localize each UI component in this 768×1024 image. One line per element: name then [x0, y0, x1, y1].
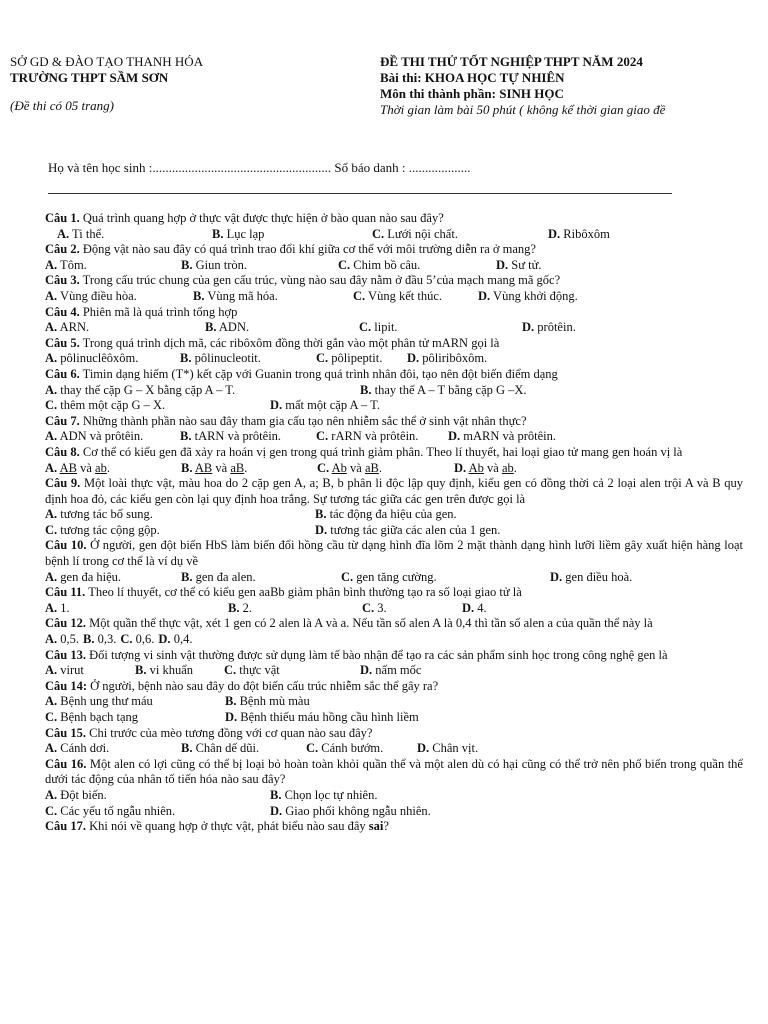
question-text: Ở người, bệnh nào sau đây do đột biến cấu trúc nhiễm sắc thể gây ra?	[87, 678, 439, 693]
answer-options	[45, 694, 743, 710]
question-text: Theo lí thuyết, cơ thể có kiểu gen aaBb giảm phân bình thường tạo ra số loại giao tử là	[85, 585, 522, 600]
question-list	[45, 211, 743, 835]
question-stem	[45, 336, 743, 352]
question-number: Câu 14:	[45, 678, 88, 693]
answer-option[interactable]	[454, 461, 604, 477]
option-text: Lưới nội chất.	[384, 226, 458, 241]
answer-option[interactable]	[228, 601, 362, 617]
option-letter: D.	[478, 288, 491, 303]
answer-option[interactable]	[45, 601, 228, 617]
question-stem	[45, 305, 743, 321]
option-letter: C.	[120, 632, 133, 647]
option-text: gen đa alen.	[192, 569, 256, 584]
answer-option[interactable]	[57, 227, 212, 243]
header-left	[10, 54, 340, 114]
answer-option[interactable]	[225, 694, 525, 710]
question-stem	[45, 242, 743, 258]
option-text: Vùng khởi động.	[490, 288, 578, 303]
answer-option[interactable]	[353, 289, 478, 305]
option-text: tARN và prôtêin.	[191, 429, 282, 444]
answer-option[interactable]	[180, 351, 316, 367]
answer-option[interactable]	[315, 523, 615, 539]
answer-option[interactable]	[270, 398, 570, 414]
option-text: mất một cặp A – T.	[282, 398, 380, 413]
answer-option[interactable]	[205, 320, 359, 336]
option-letter: D.	[522, 320, 535, 335]
option-text: Chim bồ câu.	[350, 257, 421, 272]
option-text: Lục lạp	[223, 226, 265, 241]
option-text: Bệnh ung thư máu	[57, 694, 153, 709]
option-letter: B.	[360, 382, 372, 397]
question-stem	[45, 445, 743, 461]
option-text: Vùng kết thúc.	[365, 288, 442, 303]
exam-subject-group: Bài thi: KHOA HỌC TỰ NHIÊN	[380, 70, 565, 85]
question-number: Câu 4.	[45, 304, 80, 319]
option-text: ARN.	[57, 320, 90, 335]
answer-option[interactable]	[45, 461, 181, 477]
student-info-line: Họ và tên học sinh :....................................................... Số báo danh : ...................	[48, 160, 471, 175]
answer-options	[45, 429, 743, 445]
question-tail: ?	[383, 819, 389, 834]
exam-title: ĐỀ THI THỬ TỐT NGHIỆP THPT NĂM 2024	[380, 54, 643, 69]
option-letter: C.	[316, 351, 329, 366]
option-letter: C.	[45, 803, 58, 818]
answer-options	[45, 788, 743, 804]
answer-option[interactable]	[181, 741, 306, 757]
option-text: pôliribôxôm.	[419, 351, 488, 366]
gamete-genotype: ab	[95, 460, 107, 475]
answer-options	[45, 398, 743, 414]
option-letter: C.	[362, 600, 375, 615]
question-text: Timin dạng hiếm (T*) kết cặp với Guanin trong quá trình nhân đôi, tạo nên đột biến điểm dạng	[79, 366, 558, 381]
option-letter: B.	[193, 288, 205, 303]
option-text: 0,6.	[132, 632, 155, 647]
option-letter: D.	[315, 522, 328, 537]
answer-option[interactable]	[120, 632, 154, 648]
option-text: tương tác cộng gộp.	[57, 522, 160, 537]
option-letter: D.	[360, 663, 373, 678]
question-stem	[45, 476, 743, 507]
question-number: Câu 8.	[45, 444, 80, 459]
gamete-genotype: aB	[230, 460, 245, 475]
question-stem	[45, 616, 743, 632]
question-stem	[45, 679, 743, 695]
question-number: Câu 17.	[45, 819, 86, 834]
answer-option[interactable]	[462, 601, 562, 617]
answer-option[interactable]	[135, 663, 224, 679]
answer-option[interactable]	[45, 507, 315, 523]
option-letter: B.	[181, 569, 193, 584]
answer-option[interactable]	[45, 289, 193, 305]
question-text: Cơ thể có kiểu gen đã xảy ra hoán vị gen trong quá trình giảm phân. Theo lí thuyết, hai loại giao tử mang gen hoán vị là	[79, 444, 683, 459]
question-stem	[45, 273, 743, 289]
option-text: prôtêin.	[534, 320, 576, 335]
question-number: Câu 16.	[45, 756, 87, 771]
option-text: Cánh bướm.	[318, 741, 384, 756]
option-text: Chọn lọc tự nhiên.	[281, 787, 378, 802]
question-number: Câu 9.	[45, 476, 81, 491]
question-text: Những thành phần nào sau đây tham gia cấu tạo nên nhiễm sắc thể ở sinh vật nhân thực?	[79, 413, 527, 428]
option-letter: D.	[417, 741, 430, 756]
option-text: Giun tròn.	[192, 257, 247, 272]
answer-option[interactable]	[181, 570, 341, 586]
option-text: mARN và prôtêin.	[460, 429, 556, 444]
answer-option[interactable]	[417, 741, 567, 757]
option-text: nấm mốc	[372, 663, 422, 678]
option-text: pôlinucleotit.	[191, 351, 261, 366]
option-letter: D.	[270, 398, 283, 413]
option-text: Chân dế dũi.	[192, 741, 260, 756]
question-stem	[45, 538, 743, 569]
answer-option[interactable]	[212, 227, 372, 243]
answer-options	[45, 710, 743, 726]
answer-option[interactable]	[341, 570, 550, 586]
option-letter: D.	[270, 803, 283, 818]
answer-option[interactable]	[45, 570, 181, 586]
answer-option[interactable]	[181, 461, 317, 477]
option-text: Các yếu tố ngẫu nhiên.	[57, 803, 176, 818]
answer-option[interactable]	[45, 258, 181, 274]
answer-option[interactable]	[478, 289, 678, 305]
answer-option[interactable]	[45, 663, 135, 679]
question-stem	[45, 367, 743, 383]
option-letter: D.	[407, 351, 420, 366]
option-text: ADN và prôtêin.	[57, 429, 144, 444]
option-text: Chân vịt.	[429, 741, 479, 756]
answer-option[interactable]	[317, 461, 454, 477]
option-text: 3.	[374, 600, 387, 615]
option-letter: B.	[180, 429, 192, 444]
option-text: pôlinuclêôxôm.	[57, 351, 139, 366]
option-text: Cánh dơi.	[57, 741, 110, 756]
option-text: pôlipeptit.	[328, 351, 383, 366]
question-number: Câu 12.	[45, 616, 86, 631]
answer-option[interactable]	[496, 258, 646, 274]
option-letter: B.	[228, 600, 240, 615]
option-text: Giao phối không ngẫu nhiên.	[282, 803, 431, 818]
question-stem	[45, 819, 743, 835]
question-stem	[45, 726, 743, 742]
gamete-genotype: aB	[364, 460, 379, 475]
question-number: Câu 10.	[45, 538, 87, 553]
question-number: Câu 1.	[45, 211, 80, 225]
answer-option[interactable]	[45, 694, 225, 710]
option-letter: A.	[45, 320, 58, 335]
question-stem	[45, 585, 743, 601]
option-letter: D.	[496, 257, 509, 272]
option-text-part: .	[513, 460, 517, 475]
answer-option[interactable]	[45, 523, 315, 539]
answer-options	[45, 632, 743, 648]
question-number: Câu 3.	[45, 273, 80, 288]
option-letter: B.	[181, 460, 193, 475]
header-right	[380, 54, 765, 118]
answer-option[interactable]	[181, 258, 338, 274]
answer-option[interactable]	[316, 351, 407, 367]
option-text: Bệnh bạch tạng	[57, 710, 139, 724]
question-text: Đối tượng vi sinh vật thường được sử dụng làm tế bào nhận để tạo ra các sản phẩm sinh học trong công nghệ gen là	[85, 647, 668, 662]
option-letter: A.	[45, 694, 58, 709]
option-letter: B.	[135, 663, 147, 678]
option-text-part: và	[76, 460, 96, 475]
answer-option[interactable]	[407, 351, 557, 367]
option-letter: B.	[181, 741, 193, 756]
option-letter: B.	[315, 507, 327, 522]
option-text: thêm một cặp G – X.	[57, 398, 166, 413]
question-text: Một alen có lợi cũng có thể bị loại bỏ hoàn toàn khỏi quần thể và một alen dù có hại cũng có thể trở nên phổ biến trong quần thể dưới tác động của nhân tố tiến hóa nào sau đây?	[45, 756, 743, 787]
answer-option[interactable]	[548, 227, 728, 243]
question-text: Trong cấu trúc chung của gen cấu trúc, vùng nào sau đây nằm ở đầu 5’của mạch mang mã gốc?	[79, 273, 561, 288]
option-text: thay thế A – T bằng cặp G –X.	[371, 382, 527, 397]
option-text-part: và	[346, 460, 365, 475]
gamete-genotype: Ab	[468, 460, 484, 475]
answer-options	[45, 320, 743, 336]
option-letter: A.	[45, 569, 58, 584]
question-text: Quá trình quang hợp ở thực vật được thực hiện ở bào quan nào sau đây?	[79, 211, 444, 225]
option-letter: C.	[372, 226, 385, 241]
question-text: Ở người, gen đột biến HbS làm biến đổi hồng cầu từ dạng hình đĩa lõm 2 mặt thành dạng hình lưỡi liềm gây xuất hiện hàng loạt bệnh lí trong cơ thể là ví dụ về	[45, 538, 743, 569]
question-stem	[45, 211, 743, 227]
question-stem	[45, 757, 743, 788]
option-letter: D.	[225, 710, 238, 724]
option-text: tác động đa hiệu của gen.	[326, 507, 457, 522]
answer-option[interactable]	[359, 320, 522, 336]
option-letter: B.	[205, 320, 217, 335]
option-letter: B.	[212, 226, 224, 241]
answer-option[interactable]	[45, 710, 225, 726]
option-letter: D.	[550, 569, 563, 584]
answer-options	[45, 523, 743, 539]
option-text: Đột biến.	[57, 787, 107, 802]
question-text: Trong quá trình dịch mã, các ribôxôm đồng thời gắn vào một phân tử mARN gọi là	[79, 335, 500, 350]
answer-option[interactable]	[360, 663, 510, 679]
answer-options	[45, 351, 743, 367]
option-text: gen điều hoà.	[562, 569, 633, 584]
option-letter: C.	[317, 460, 330, 475]
page-count-note: (Đề thi có 05 trang)	[10, 98, 114, 113]
option-letter: D.	[462, 600, 475, 615]
option-letter: C.	[224, 663, 237, 678]
option-letter: A.	[45, 741, 58, 756]
option-letter: B.	[181, 257, 193, 272]
option-text-part: .	[378, 460, 382, 475]
question-text: Khi nói về quang hợp ở thực vật, phát biểu nào sau đây	[85, 819, 369, 834]
school-name: TRƯỜNG THPT SẦM SƠN	[10, 70, 169, 85]
answer-option[interactable]	[45, 741, 181, 757]
answer-option[interactable]	[45, 351, 180, 367]
option-letter: B.	[83, 632, 95, 647]
question-text: Một loài thực vật, màu hoa do 2 cặp gen A, a; B, b phân li độc lập quy định, kiểu gen có đồng thời cả 2 loại alen trội A và B quy định hoa đỏ, các kiểu gen còn lại quy định hoa trắng. Sự tương tác giữa các gen trên được gọi là	[45, 476, 743, 506]
option-letter: A.	[45, 288, 58, 303]
option-text: 2.	[239, 600, 252, 615]
option-letter: C.	[338, 257, 351, 272]
option-letter: A.	[57, 226, 70, 241]
answer-option[interactable]	[45, 398, 270, 414]
option-letter: B.	[180, 351, 192, 366]
option-text: 4.	[474, 600, 487, 615]
answer-option[interactable]	[45, 429, 180, 445]
option-text-part: .	[244, 460, 248, 475]
option-text-part: .	[106, 460, 110, 475]
gamete-genotype: AB	[59, 460, 77, 475]
exam-duration: Thời gian làm bài 50 phút ( không kể thời gian giao đề	[380, 102, 666, 117]
answer-options	[45, 289, 743, 305]
option-text: 0,3.	[94, 632, 117, 647]
option-text: gen đa hiệu.	[57, 569, 122, 584]
option-text: virut	[57, 663, 84, 678]
option-letter: A.	[45, 632, 58, 647]
answer-option[interactable]	[338, 258, 496, 274]
answer-option[interactable]	[158, 632, 192, 648]
answer-option[interactable]	[45, 788, 270, 804]
option-letter: C.	[341, 569, 354, 584]
divider-line	[48, 193, 672, 194]
option-letter: A.	[45, 600, 58, 615]
option-text: vi khuẩn	[146, 663, 193, 678]
option-text: Ti thể.	[69, 226, 105, 241]
question-number: Câu 13.	[45, 647, 86, 662]
option-text: Tôm.	[57, 257, 87, 272]
option-letter: A.	[45, 351, 58, 366]
answer-option[interactable]	[315, 507, 615, 523]
option-text: 0,5.	[57, 632, 80, 647]
option-text: Ribôxôm	[560, 226, 610, 241]
question-number: Câu 7.	[45, 413, 80, 428]
option-text: thực vật	[236, 663, 280, 678]
option-text: tương tác giữa các alen của 1 gen.	[327, 522, 501, 537]
answer-option[interactable]	[225, 710, 545, 726]
answer-option[interactable]	[45, 632, 79, 648]
answer-option[interactable]	[45, 320, 205, 336]
answer-option[interactable]	[448, 429, 598, 445]
question-number: Câu 6.	[45, 366, 80, 381]
answer-option[interactable]	[360, 383, 660, 399]
exam-subject: Môn thi thành phần: SINH HỌC	[380, 86, 564, 101]
option-text-part: và	[483, 460, 502, 475]
answer-option[interactable]	[180, 429, 316, 445]
question-text: Phiên mã là quá trình tổng hợp	[79, 304, 238, 319]
option-letter: C.	[316, 429, 329, 444]
option-letter: B.	[225, 694, 237, 709]
answer-options	[45, 461, 743, 477]
option-letter: C.	[45, 522, 58, 537]
option-letter: B.	[270, 787, 282, 802]
option-text-part: và	[212, 460, 231, 475]
option-text: 1.	[57, 600, 70, 615]
gamete-genotype: ab	[501, 460, 514, 475]
answer-option[interactable]	[270, 804, 570, 820]
question-number: Câu 5.	[45, 335, 80, 350]
option-text: tương tác bổ sung.	[57, 507, 153, 522]
option-text: gen tăng cường.	[353, 569, 437, 584]
question-text: Động vật nào sau đây có quá trình trao đổi khí giữa cơ thể với môi trường diễn ra ở mang?	[79, 242, 536, 257]
option-text: lipit.	[371, 320, 398, 335]
option-text: rARN và prôtêin.	[328, 429, 419, 444]
question-text: Chi trước của mèo tương đồng với cơ quan nào sau đây?	[85, 725, 373, 740]
answer-option[interactable]	[550, 570, 700, 586]
answer-option[interactable]	[270, 788, 570, 804]
option-letter: D.	[454, 460, 467, 475]
question-stem	[45, 648, 743, 664]
question-number: Câu 15.	[45, 725, 86, 740]
question-emphasis: sai	[368, 819, 384, 834]
answer-options	[45, 507, 743, 523]
option-letter: D.	[448, 429, 461, 444]
option-letter: A.	[45, 429, 58, 444]
option-text: 0,4.	[170, 632, 193, 647]
answer-option[interactable]	[362, 601, 462, 617]
answer-options	[45, 741, 743, 757]
answer-option[interactable]	[224, 663, 360, 679]
answer-option[interactable]	[316, 429, 448, 445]
option-text: ADN.	[216, 320, 250, 335]
option-letter: A.	[45, 382, 58, 397]
option-letter: A.	[45, 257, 58, 272]
option-letter: D.	[158, 632, 171, 647]
question-text: Một quần thể thực vật, xét 1 gen có 2 alen là A và a. Nếu tần số alen A là 0,4 thì tần số alen a của quần thể này là	[85, 616, 653, 631]
option-letter: C.	[45, 398, 58, 413]
gamete-genotype: Ab	[331, 460, 347, 475]
option-letter: C.	[359, 320, 372, 335]
option-text: Vùng điều hòa.	[57, 288, 137, 303]
answer-options	[45, 804, 743, 820]
option-text: thay thế cặp G – X bằng cặp A – T.	[57, 382, 236, 397]
option-text: Sư tử.	[508, 257, 542, 272]
option-text: Bệnh mù màu	[236, 694, 310, 709]
answer-option[interactable]	[372, 227, 548, 243]
option-letter: A.	[45, 460, 58, 475]
answer-option[interactable]	[306, 741, 417, 757]
option-letter: C.	[45, 710, 58, 724]
option-letter: C.	[306, 741, 319, 756]
question-stem	[45, 414, 743, 430]
option-letter: A.	[45, 663, 58, 678]
answer-options	[45, 663, 743, 679]
answer-options	[45, 570, 743, 586]
answer-option[interactable]	[83, 632, 116, 648]
answer-options	[45, 227, 743, 243]
gamete-genotype: AB	[194, 460, 213, 475]
department-name: SỞ GD & ĐÀO TẠO THANH HÓA	[10, 54, 204, 69]
question-number: Câu 2.	[45, 242, 80, 257]
answer-options	[45, 258, 743, 274]
answer-options	[45, 601, 743, 617]
answer-option[interactable]	[193, 289, 353, 305]
question-number: Câu 11.	[45, 585, 86, 600]
option-text: Bệnh thiếu máu hồng cầu hình liềm	[237, 710, 419, 724]
answer-option[interactable]	[45, 383, 360, 399]
answer-options	[45, 383, 743, 399]
option-letter: A.	[45, 507, 58, 522]
answer-option[interactable]	[45, 804, 270, 820]
answer-option[interactable]	[522, 320, 672, 336]
option-letter: A.	[45, 787, 58, 802]
option-letter: D.	[548, 226, 561, 241]
option-text: Vùng mã hóa.	[204, 288, 278, 303]
option-letter: C.	[353, 288, 366, 303]
